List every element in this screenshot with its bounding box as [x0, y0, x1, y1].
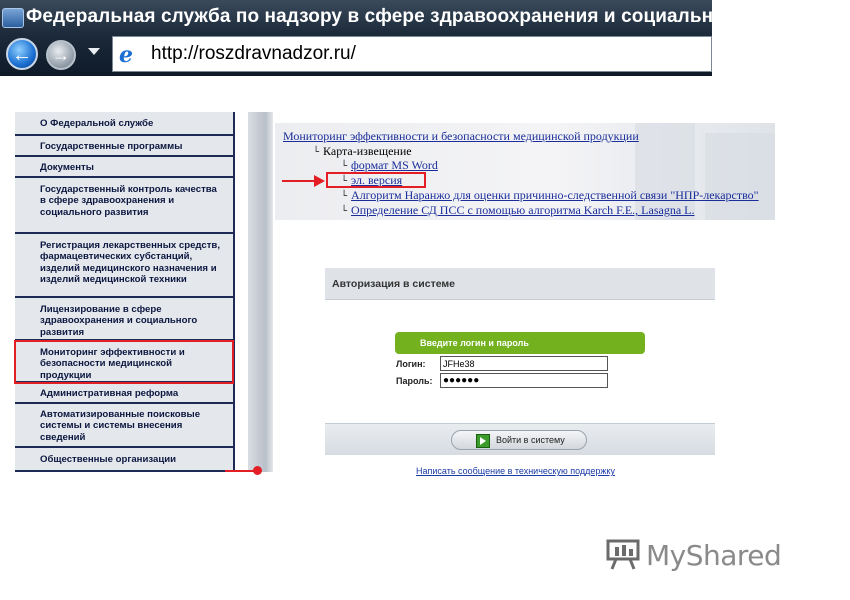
sidebar-item-registration[interactable]: Регистрация лекарственных средств, фармацевтических субстанций, изделий медицинского назначения и изделий медицинской техники	[15, 234, 233, 298]
forward-button[interactable]: →	[46, 40, 76, 70]
history-dropdown-icon[interactable]	[88, 48, 100, 55]
tree-child[interactable]	[341, 188, 759, 203]
password-label: Пароль:	[396, 376, 433, 386]
pointer-arrow-head	[314, 175, 325, 187]
logo-text: MyShared	[646, 539, 782, 572]
sidebar-item-search-systems[interactable]: Автоматизированные поисковые системы и системы внесения сведений	[15, 404, 233, 448]
sidebar-item-quality-control[interactable]: Государственный контроль качества в сфере здравоохранения и социального развития	[15, 178, 233, 234]
sidebar-item-licensing[interactable]: Лицензирование в сфере здравоохранения и социального развития	[15, 298, 233, 341]
ie-icon: e	[119, 42, 133, 68]
enter-arrow-icon	[476, 434, 490, 448]
sidebar-item-programs[interactable]: Государственные программы	[15, 136, 233, 157]
tree-root[interactable]	[283, 129, 639, 144]
browser-chrome	[0, 0, 850, 76]
sidebar-item-about[interactable]: О Федеральной службе	[15, 112, 233, 136]
back-button[interactable]: ←	[6, 38, 38, 70]
sidebar-shadow	[248, 112, 273, 472]
branch-marker: └	[341, 161, 348, 172]
branch-marker: └	[341, 191, 348, 202]
sidebar-item-monitoring[interactable]: Мониторинг эффективности и безопасности медицинской продукции	[15, 341, 233, 383]
pointer-arrow-line	[282, 180, 316, 182]
sidebar	[15, 112, 258, 472]
branch-marker: └	[341, 206, 348, 217]
auth-footer	[325, 423, 715, 455]
auth-title: Авторизация в системе	[332, 278, 456, 290]
login-label: Логин:	[396, 359, 426, 369]
auth-hint-banner	[395, 332, 645, 354]
auth-hint-text: Введите логин и пароль	[420, 338, 529, 348]
login-button[interactable]	[451, 430, 587, 450]
highlight-box	[326, 172, 426, 188]
window-icon	[2, 8, 24, 28]
login-input[interactable]	[440, 356, 608, 371]
sidebar-item-documents[interactable]: Документы	[15, 157, 233, 178]
address-bar[interactable]	[112, 36, 712, 72]
tree-child[interactable]	[341, 203, 694, 218]
auth-header	[325, 268, 715, 300]
support-link[interactable]: Написать сообщение в техническую поддержку	[416, 466, 615, 476]
sidebar-menu	[15, 112, 235, 472]
myshared-logo	[606, 538, 782, 574]
sidebar-item-public-orgs[interactable]: Общественные организации	[15, 448, 233, 472]
password-input[interactable]: ●●●●●●	[440, 373, 608, 388]
background-building	[705, 133, 775, 220]
branch-marker: └	[313, 147, 320, 158]
tree-child-link[interactable]: Алгоритм Наранжо для оценки причинно-следственной связи "НПР-лекарство"	[351, 188, 759, 202]
address-url[interactable]: http://roszdravnadzor.ru/	[151, 43, 356, 64]
tree-child-link[interactable]: формат MS Word	[351, 158, 438, 172]
presentation-board-icon	[606, 538, 642, 570]
login-button-label: Войти в систему	[496, 435, 565, 445]
window-title: Федеральная служба по надзору в сфере здравоохранения и социального развития -	[26, 6, 850, 27]
auth-panel	[325, 268, 715, 454]
tree-root-link[interactable]: Мониторинг эффективности и безопасности медицинской продукции	[283, 129, 639, 143]
tree-child-link[interactable]: эл. версия	[351, 173, 403, 187]
tree-child-link[interactable]: Определение СД ПСС с помощью алгоритма Karch F.E., Lasagna L.	[351, 203, 695, 217]
branch-marker: └	[341, 176, 348, 187]
pointer-dot	[253, 466, 262, 475]
tree-level1	[313, 144, 412, 159]
tree-level1-label: Карта-извещение	[323, 144, 412, 158]
sidebar-item-admin-reform[interactable]: Административная реформа	[15, 383, 233, 404]
tree-child[interactable]	[341, 158, 438, 173]
